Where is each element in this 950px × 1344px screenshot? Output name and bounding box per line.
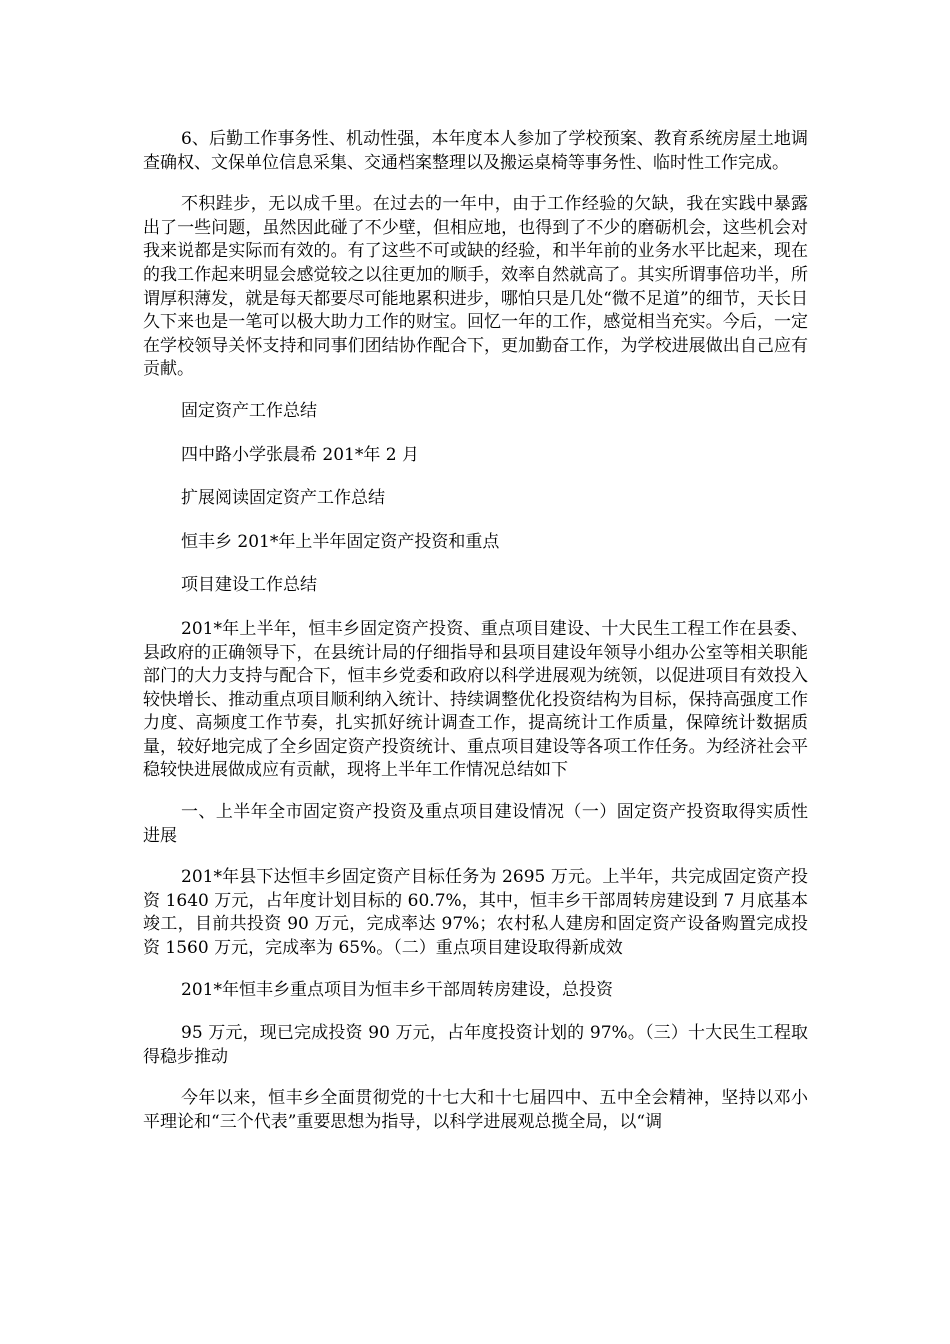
paragraph-key-project: 201*年恒丰乡重点项目为恒丰乡干部周转房建设，总投资 — [181, 979, 613, 1000]
paragraph-key-project-progress: 95 万元，现已完成投资 90 万元，占年度投资计划的 97%。（三）十大民生工程取得稳步推动 — [143, 1023, 808, 1067]
heading-fixed-asset-summary: 固定资产工作总结 — [181, 400, 317, 421]
paragraph-self-reflection: 不积跬步，无以成千里。在过去的一年中，由于工作经验的欠缺，我在实践中暴露出了一些问题，虽然因此碰了不少壁，但相应地，也得到了不少的磨砺机会，这些机会对我来说都是实际而有效的。有了这些不可或缺的经验，和半年前的业务水平比起来，现在的我工作起来明显会感觉较之以往更加的顺手，效率自然就高了。其实所谓事倍功半，所谓厚积薄发，就是每天都要尽可能地累积进步，哪怕只是几处“微不足道”的细节，天长日久下来也是一笔可以极大助力工作的财宝。回忆一年的工作，感觉相当充实。今后，一定在学校领导关怀支持和同事们团结协作配合下，更加勤奋工作，为学校进展做出自己应有贡献。 — [143, 194, 808, 380]
paragraph-livelihood-projects: 今年以来，恒丰乡全面贯彻党的十七大和十七届四中、五中全会精神，坚持以邓小平理论和“三个代表”重要思想为指导，以科学进展观总揽全局，以“调 — [143, 1088, 808, 1132]
paragraph-investment-figures: 201*年县下达恒丰乡固定资产目标任务为 2695 万元。上半年，共完成固定资产投资 1640 万元，占年度计划目标的 60.7%，其中，恒丰乡干部周转房建设到 7 月底基本竣工，目前共投资 90 万元，完成率达 97%；农村私人建房和固定资产设备购置完成投资 1560 万元，完成率为 65%。（二）重点项目建设取得新成效 — [143, 867, 808, 959]
heading-project-summary: 项目建设工作总结 — [181, 575, 317, 596]
paragraph-introduction: 201*年上半年，恒丰乡固定资产投资、重点项目建设、十大民生工程工作在县委、县政府的正确领导下，在县统计局的仔细指导和县项目建设年领导小组办公室等相关职能部门的大力支持与配合下，恒丰乡党委和政府以科学进展观为统领，以促进项目有效投入较快增长、推动重点项目顺利纳入统计、持续调整优化投资结构为目标，保持高强度工作力度、高频度工作节奏，扎实抓好统计调查工作，提高统计工作质量，保障统计数据质量，较好地完成了全乡固定资产投资统计、重点项目建设等各项工作任务。为经济社会平稳较快进展做成应有贡献，现将上半年工作情况总结如下 — [143, 618, 808, 781]
author-signature-line: 四中路小学张晨希 201*年 2 月 — [181, 444, 419, 465]
section-heading-investment: 一、上半年全市固定资产投资及重点项目建设情况（一）固定资产投资取得实质性进展 — [143, 802, 808, 846]
document-body — [143, 128, 808, 1135]
heading-extended-reading: 扩展阅读固定资产工作总结 — [181, 488, 385, 509]
heading-hengfeng-report: 恒丰乡 201*年上半年固定资产投资和重点 — [181, 531, 500, 552]
paragraph-logistics-work: 6、后勤工作事务性、机动性强，本年度本人参加了学校预案、教育系统房屋土地调查确权、文保单位信息采集、交通档案整理以及搬运桌椅等事务性、临时性工作完成。 — [143, 129, 808, 173]
